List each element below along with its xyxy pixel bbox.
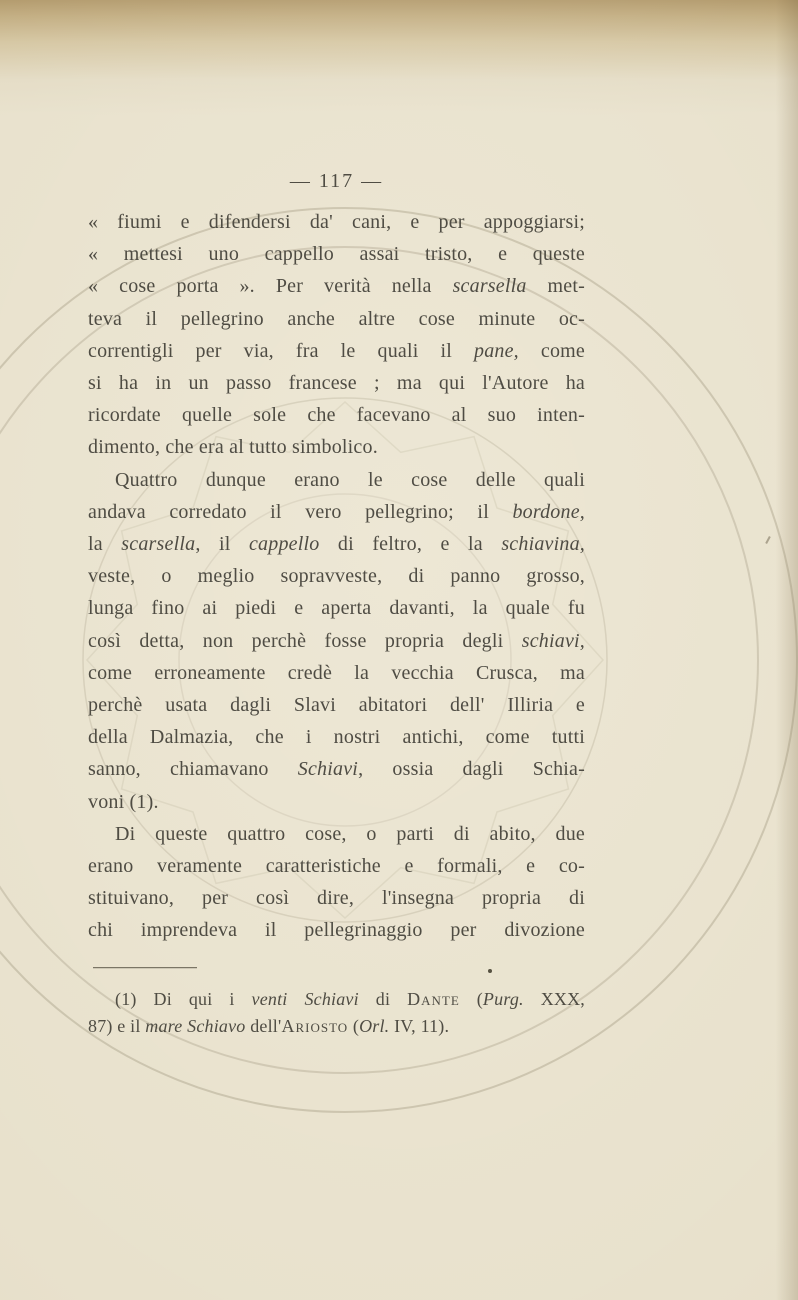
text-line: sanno, chiamavano Schiavi, ossia dagli Schia- <box>88 758 585 781</box>
footnote-rule <box>93 967 197 968</box>
text-line: dimento, che era al tutto simbolico. <box>88 436 378 459</box>
text-line: andava corredato il vero pellegrino; il bordone, <box>88 500 585 523</box>
text-line: ricordate quelle sole che facevano al suo inten- <box>88 404 585 427</box>
text-line: correntigli per via, fra le quali il pane, come <box>88 339 585 362</box>
ink-speck <box>765 536 771 544</box>
text-line: « mettesi uno cappello assai tristo, e queste <box>88 243 585 266</box>
text-line: si ha in un passo francese ; ma qui l'Autore ha <box>88 372 585 395</box>
text-line: perchè usata dagli Slavi abitatori dell' Illiria e <box>88 694 585 717</box>
text-line: la scarsella, il cappello di feltro, e la schiavina, <box>88 533 585 556</box>
text-line: chi imprendeva il pellegrinaggio per divozione <box>88 919 585 942</box>
text-line: voni (1). <box>88 790 159 813</box>
text-line: lunga fino ai piedi e aperta davanti, la quale fu <box>88 597 585 620</box>
text-line: « cose porta ». Per verità nella scarsella met- <box>88 275 585 298</box>
text-line: « fiumi e difendersi da' cani, e per appoggiarsi; <box>88 211 585 233</box>
text-line: come erroneamente credè la vecchia Crusca, ma <box>88 661 585 684</box>
text-line: Quattro dunque erano le cose delle quali <box>115 468 585 491</box>
text-line: della Dalmazia, che i nostri antichi, come tutti <box>88 726 585 749</box>
text-line: (1) Di qui i venti Schiavi di Dante (Purg. XXX, <box>115 989 585 1009</box>
text-line: teva il pellegrino anche altre cose minute oc- <box>88 307 585 330</box>
body-text <box>88 206 585 947</box>
text-line: veste, o meglio sopravveste, di panno grosso, <box>88 565 585 588</box>
text-line: erano veramente caratteristiche e formali, e co- <box>88 855 585 878</box>
text-line: stituivano, per così dire, l'insegna propria di <box>88 887 585 910</box>
text-line: 87) e il mare Schiavo dell'Ariosto (Orl. IV, 11). <box>88 1016 450 1036</box>
text-line: così detta, non perchè fosse propria degli schiavi, <box>88 629 585 652</box>
footnote-text <box>88 986 585 1040</box>
text-line: Di queste quattro cose, o parti di abito, due <box>115 822 585 845</box>
page-number: — 117 — <box>289 170 384 192</box>
ink-dot <box>488 969 492 973</box>
